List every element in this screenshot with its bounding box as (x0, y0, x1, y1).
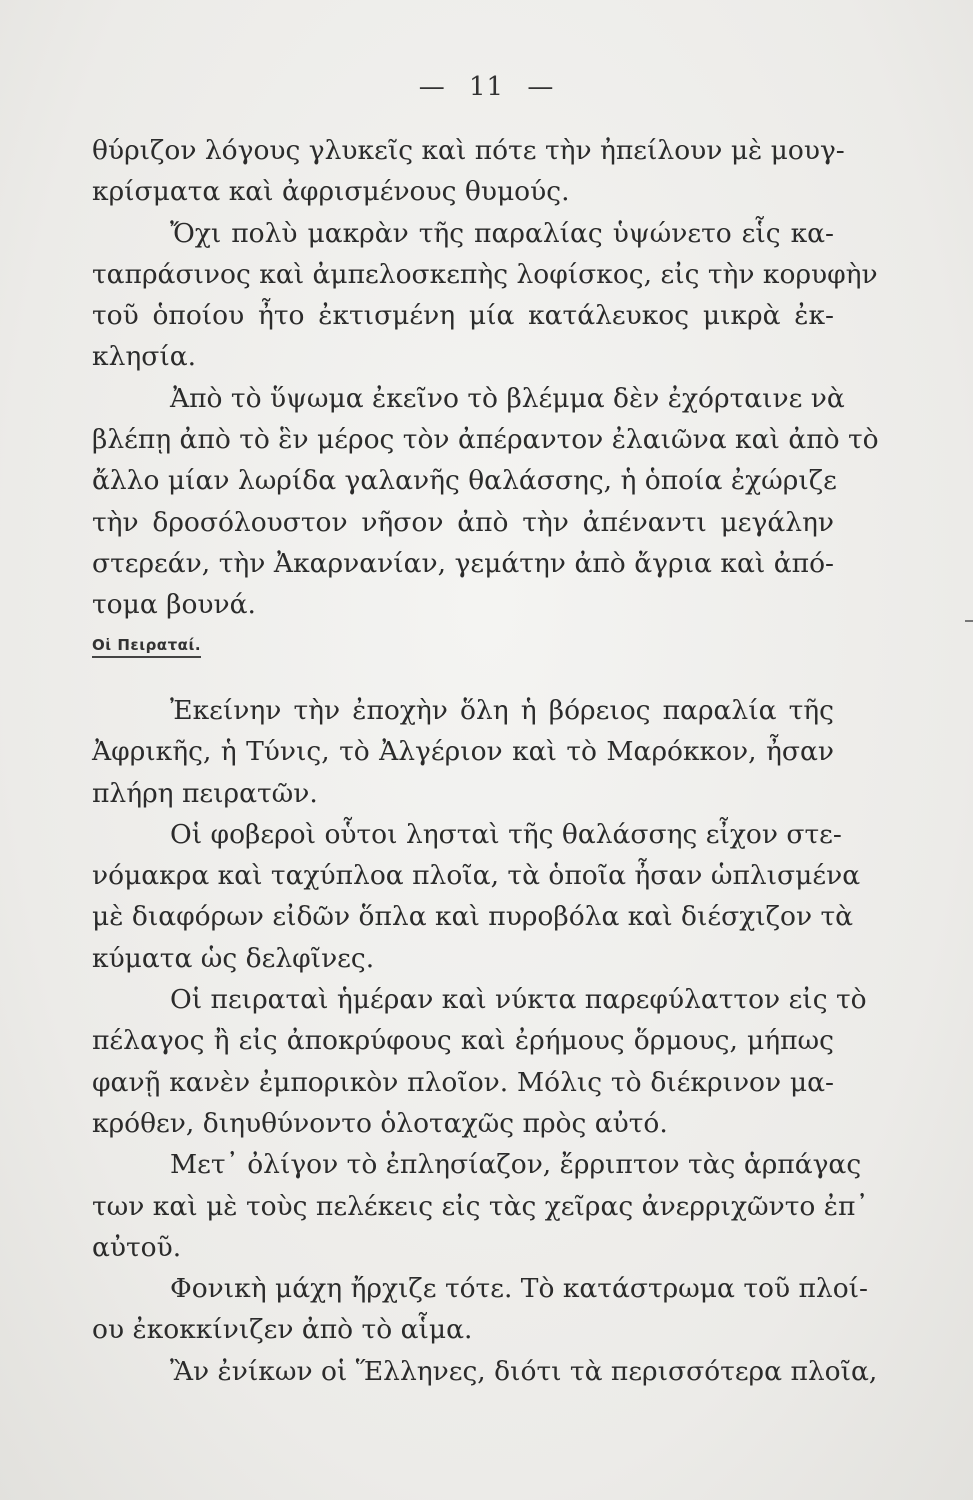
header-dash-right: — (527, 72, 555, 102)
text-line: φανῇ κανὲν ἐμπορικὸν πλοῖον. Μόλις τὸ διέκρινον μα- (92, 1066, 834, 1098)
text-line: νόμακρα καὶ ταχύπλοα πλοῖα, τὰ ὁποῖα ἦσαν ὡπλισμένα (92, 860, 861, 892)
text-line: κύματα ὡς δελφῖνες. (92, 942, 375, 974)
paragraph (92, 1268, 868, 1351)
text-line: πέλαγος ἢ εἰς ἀποκρύφους καὶ ἐρήμους ὅρμους, μήπως (92, 1025, 834, 1057)
paragraph (92, 130, 845, 213)
paragraph (92, 979, 867, 1144)
text-line: πλήρη πειρατῶν. (92, 777, 318, 809)
paragraph (92, 690, 834, 814)
text-line: τοῦ ὁποίου ἦτο ἐκτισμένη μία κατάλευκος μικρὰ ἐκ- (92, 300, 834, 332)
paragraph (92, 814, 861, 979)
text-line: Μετ᾽ ὀλίγον τὸ ἐπλησίαζον, ἔρριπτον τὰς ἁρπάγας (170, 1149, 862, 1181)
text-line: Ἐκείνην τὴν ἐποχὴν ὅλη ἡ βόρειος παραλία τῆς (170, 695, 834, 726)
text-line: Οἱ φοβεροὶ οὗτοι λησταὶ τῆς θαλάσσης εἶχον στε- (170, 818, 842, 850)
text-block-top (92, 130, 879, 626)
text-line: Οἱ πειραταὶ ἡμέραν καὶ νύκτα παρεφύλαττον εἰς τὸ (170, 984, 867, 1016)
text-line: μὲ διαφόρων εἰδῶν ὅπλα καὶ πυροβόλα καὶ διέσχιζον τὰ (92, 901, 854, 933)
text-line: Ἀφρικῆς, ἡ Τύνις, τὸ Ἀλγέριον καὶ τὸ Μαρόκκον, ἦσαν (92, 736, 834, 768)
text-line: Ὄχι πολὺ μακρὰν τῆς παραλίας ὑψώνετο εἷς κα- (170, 217, 834, 249)
paragraph (92, 1351, 878, 1392)
header-dash-left: — (418, 72, 446, 102)
margin-mark (965, 620, 973, 622)
text-line: στερεάν, τὴν Ἀκαρνανίαν, γεμάτην ἀπὸ ἄγρια καὶ ἀπό- (92, 547, 834, 579)
text-line: των καὶ μὲ τοὺς πελέκεις εἰς τὰς χεῖρας ἀνερριχῶντο ἐπ᾽ (92, 1190, 869, 1222)
text-line: κρίσματα καὶ ἀφρισμένους θυμούς. (92, 176, 570, 208)
text-line: ἄλλο μίαν λωρίδα γαλανῆς θαλάσσης, ἡ ὁποία ἐχώριζε (92, 465, 837, 497)
page-number: 11 (468, 72, 505, 102)
text-line: κλησία. (92, 341, 197, 373)
text-line: ταπράσινος καὶ ἀμπελοσκεπὴς λοφίσκος, εἰς τὴν κορυφὴν (92, 258, 878, 290)
text-line: αὐτοῦ. (92, 1231, 182, 1263)
text-line: κρόθεν, διηυθύνοντο ὁλοταχῶς πρὸς αὐτό. (92, 1107, 668, 1139)
paragraph (92, 213, 878, 378)
text-line: βλέπῃ ἀπὸ τὸ ἓν μέρος τὸν ἀπέραντον ἐλαιῶνα καὶ ἀπὸ τὸ (92, 424, 879, 456)
text-line: Ἀπὸ τὸ ὕψωμα ἐκεῖνο τὸ βλέμμα δὲν ἐχόρταινε νὰ (170, 382, 845, 414)
side-heading: Οἱ Πειραταί. (92, 636, 201, 658)
text-line: θύριζον λόγους γλυκεῖς καὶ πότε τὴν ἠπείλουν μὲ μουγ- (92, 135, 845, 166)
text-block-bottom (92, 690, 878, 1392)
text-line: Ἂν ἐνίκων οἱ Ἕλληνες, διότι τὰ περισσότερα πλοῖα, (170, 1355, 878, 1387)
page-header (0, 72, 973, 102)
text-line: τὴν δροσόλουστον νῆσον ἀπὸ τὴν ἀπέναντι μεγάλην (92, 506, 834, 538)
text-line: Φονικὴ μάχη ἤρχιζε τότε. Τὸ κατάστρωμα τοῦ πλοί- (170, 1273, 868, 1305)
text-line: τομα βουνά. (92, 589, 256, 621)
paragraph (92, 1144, 869, 1268)
text-line: ου ἐκοκκίνιζεν ἀπὸ τὸ αἷμα. (92, 1314, 473, 1346)
paragraph (92, 378, 879, 626)
